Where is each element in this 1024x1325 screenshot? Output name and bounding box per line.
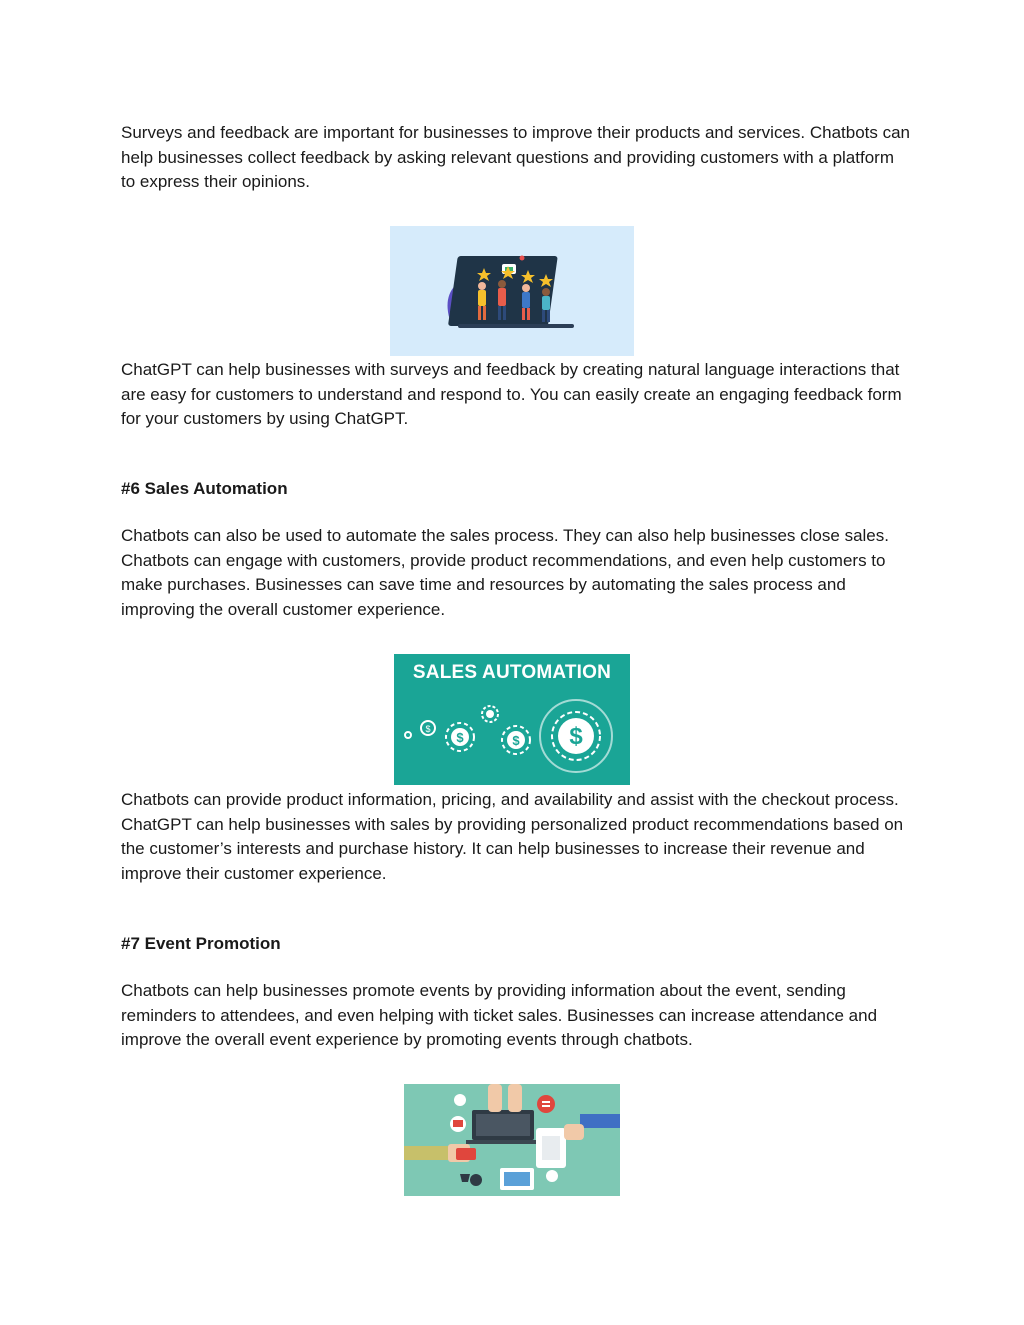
feedback-illustration [390, 226, 634, 356]
svg-text:$: $ [425, 724, 431, 734]
event-promotion-paragraph: Chatbots can help businesses promote events by providing information about the event, sending reminders to attendees, and even helping with ticket sales. Businesses can increase attendance and improve the overall event experience by promoting events through chatbots. [121, 981, 878, 1049]
section-heading-event-promotion: #7 Event Promotion [121, 934, 281, 953]
intro-paragraph: Surveys and feedback are important for businesses to improve their products and services. Chatbots can help businesses collect feedback by asking relevant questions and providing customers with a platform to express their opinions. [121, 123, 911, 191]
chatgpt-feedback-paragraph: ChatGPT can help businesses with surveys and feedback by creating natural language interactions that are easy for customers to understand and respond to. You can easily create an engaging feedback form for your customers by using ChatGPT. [121, 360, 902, 428]
sales-automation-paragraph: Chatbots can also be used to automate the sales process. They can also help businesses close sales. Chatbots can engage with customers, provide product recommendations, and even help customers to make purchases. Businesses can save time and resources by automating the sales process and improving the overall customer experience. [121, 526, 889, 619]
svg-text:$: $ [456, 730, 464, 745]
chatgpt-sales-paragraph: Chatbots can provide product information, pricing, and availability and assist with the checkout process. ChatGPT can help businesses with sales by providing personalized product recommendations based on the customer’s interests and purchase history. It can help businesses to increase their revenue and improve their customer experience. [121, 790, 904, 883]
banner-title: SALES AUTOMATION [412, 662, 612, 683]
section-heading-sales-automation: #6 Sales Automation [121, 479, 288, 498]
sales-automation-banner [394, 654, 630, 785]
event-promotion-illustration [404, 1084, 620, 1196]
svg-text:$: $ [512, 733, 520, 748]
svg-text:$: $ [569, 723, 583, 750]
